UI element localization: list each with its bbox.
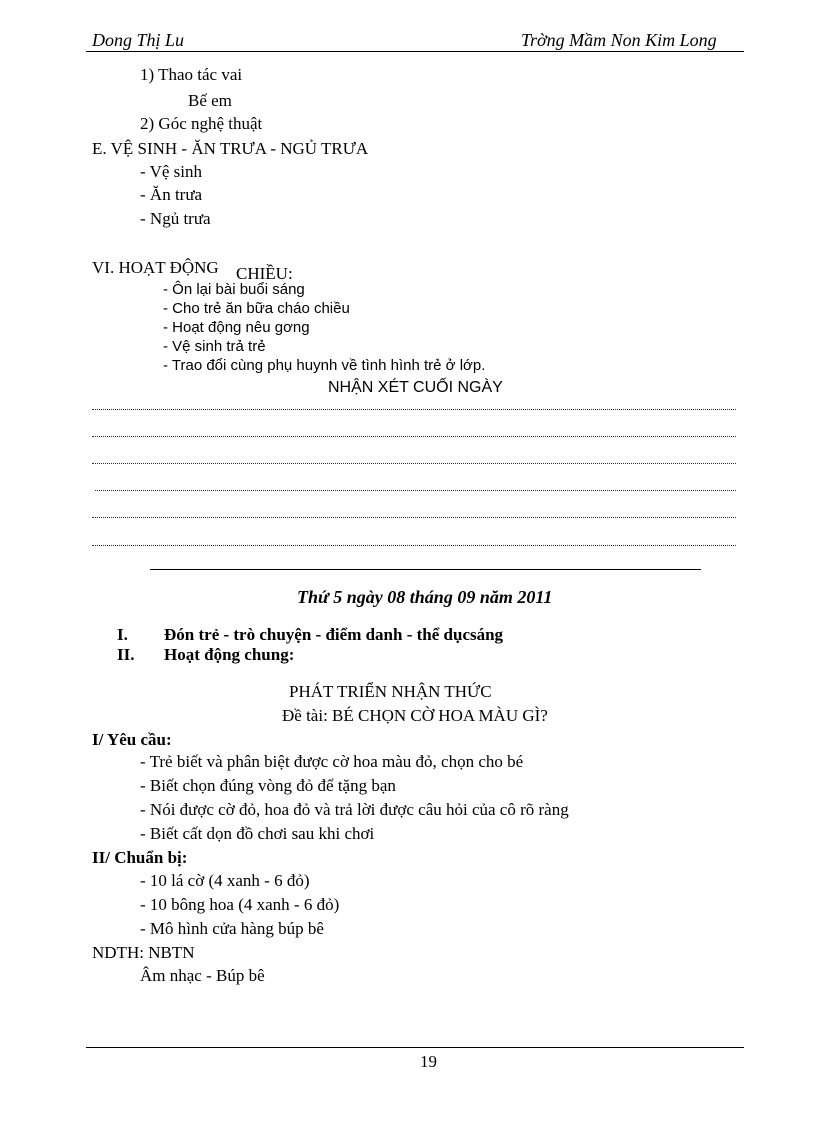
header-rule	[86, 51, 744, 52]
note-line	[92, 517, 736, 518]
afternoon-item: - Hoạt động nêu gơng	[163, 319, 310, 336]
page-number: 19	[420, 1052, 437, 1071]
afternoon-item: - Vệ sinh trả trẻ	[163, 338, 266, 355]
requirement-item: - Nói được cờ đỏ, hoa đỏ và trả lời được câu hỏi của cô rõ ràng	[140, 800, 569, 819]
preparation-item: - 10 lá cờ (4 xanh - 6 đỏ)	[140, 871, 310, 890]
subject-title: PHÁT TRIỂN NHẬN THỨC	[289, 682, 492, 701]
art-corner-heading: 2) Góc nghệ thuật	[140, 114, 263, 133]
note-line	[95, 490, 736, 491]
day-date: Thứ 5 ngày 08 tháng 09 năm 2011	[297, 587, 553, 607]
requirement-item: - Biết cất dọn đồ chơi sau khi chơi	[140, 824, 375, 843]
topic-title: Đề tài: BÉ CHỌN CỜ HOA MÀU GÌ?	[282, 706, 548, 725]
requirements-heading: I/ Yêu cầu:	[92, 730, 172, 749]
footer-rule	[86, 1047, 744, 1048]
requirement-item: - Biết chọn đúng vòng đỏ để tặng bạn	[140, 776, 396, 795]
header-school: Trờng Mầm Non Kim Long	[521, 30, 717, 50]
end-of-day-review-title: NHẬN XÉT CUỐI NGÀY	[328, 379, 503, 396]
note-line	[92, 436, 736, 437]
afternoon-heading: VI. HOẠT ĐỘNG	[92, 258, 219, 277]
section-e-item: - Ngủ trưa	[140, 209, 211, 228]
note-line	[92, 409, 736, 410]
section-e-item: - Vệ sinh	[140, 162, 203, 181]
afternoon-item: - Cho trẻ ăn bữa cháo chiều	[163, 300, 350, 317]
integration-heading: NDTH: NBTN	[92, 943, 195, 962]
preparation-item: - 10 bông hoa (4 xanh - 6 đỏ)	[140, 895, 340, 914]
section-e-item: - Ăn trưa	[140, 185, 203, 204]
section-e-heading: E. VỆ SINH - ĂN TRƯA - NGỦ TRƯA	[92, 139, 369, 158]
requirement-item: - Trẻ biết và phân biệt được cờ hoa màu đỏ, chọn cho bé	[140, 752, 524, 771]
note-line	[92, 463, 736, 464]
role-play-heading: 1) Thao tác vai	[140, 65, 243, 84]
note-line	[92, 545, 736, 546]
role-play-item: Bế em	[188, 91, 232, 110]
header-author: Dong Thị Lu	[92, 30, 185, 50]
afternoon-item: - Ôn lại bài buổi sáng	[163, 281, 305, 298]
list-item: Đón trẻ - trò chuyện - điểm danh - thể dụcsáng	[164, 625, 504, 644]
list-number: I.	[117, 625, 128, 644]
list-number: II.	[117, 645, 135, 664]
preparation-item: - Mô hình cửa hàng búp bê	[140, 919, 324, 938]
day-separator	[150, 569, 701, 570]
integration-item: Âm nhạc - Búp bê	[140, 966, 265, 985]
afternoon-heading-suffix: CHIỀU:	[236, 264, 293, 283]
preparation-heading: II/ Chuẩn bị:	[92, 848, 188, 867]
list-item: Hoạt động chung:	[164, 645, 295, 664]
afternoon-item: - Trao đổi cùng phụ huynh về tình hình trẻ ở lớp.	[163, 357, 486, 374]
